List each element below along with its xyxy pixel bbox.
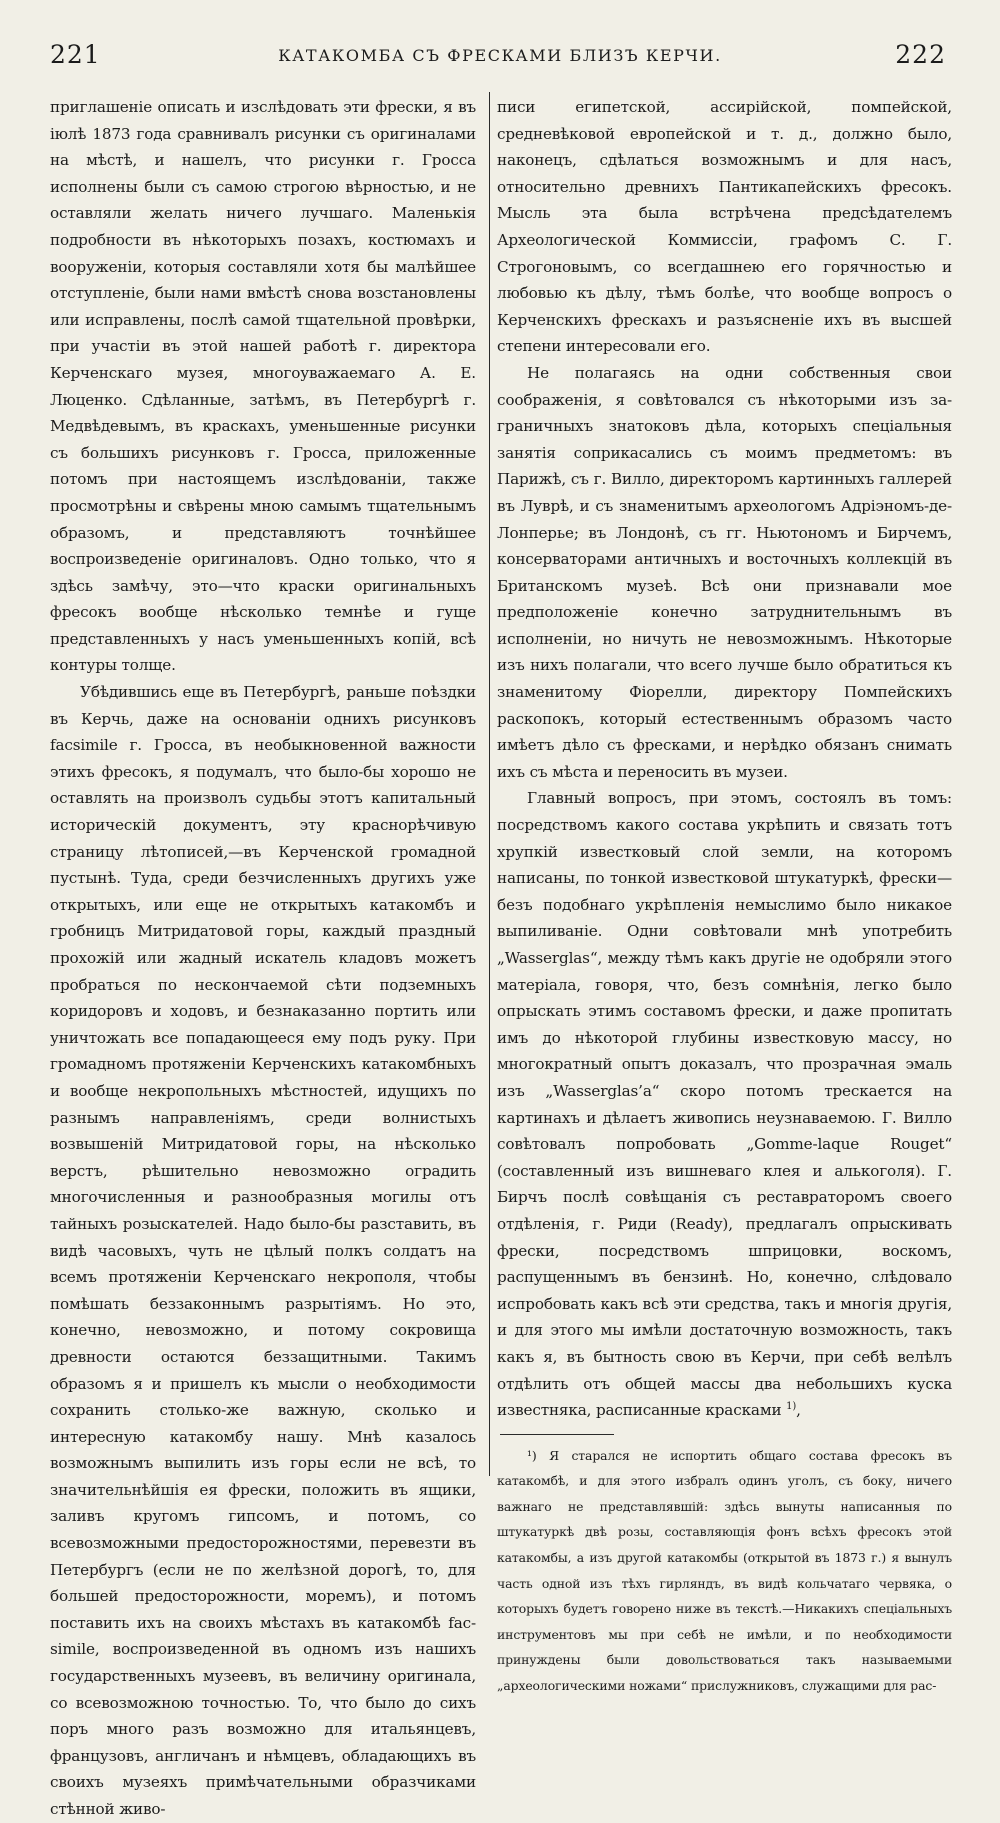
paragraph: писи египетской, ассирійской, помпейской, средневѣковой европейской и т. д., должно было, наконецъ, сдѣлаться возможнымъ и для насъ, относительно древнихъ Пантикапейскихъ фресокъ. Мысль эта была встрѣчена предсѣдателемъ Археологической Коммиссіи, графомъ С. Г. Строгоновымъ, со всегдашнею его горячностью и любовью къ дѣлу, тѣмъ болѣе, что вообще вопросъ о Керченскихъ фрескахъ и разъясненіе ихъ въ высшей степени интересовали его. (497, 98, 952, 356)
page-number-left: 221 (50, 40, 101, 69)
paragraph (497, 785, 952, 1423)
running-title: КАТАКОМБА СЪ ФРЕСКАМИ БЛИЗЪ КЕРЧИ. (278, 46, 722, 65)
footnote-marker: 1) (786, 1401, 797, 1413)
paragraph: приглашеніе описать и изслѣдовать эти фрески, я въ іюлѣ 1873 года сравнивалъ рисунки съ оригиналами на мѣстѣ, и нашелъ, что рисунки г. Гросса исполнены были съ самою строгою вѣрностью, и не оставляли желать ничего лучшаго. Маленькія подробности въ нѣкоторыхъ позахъ, костюмахъ и вооруженіи, которыя составляли хотя бы малѣйшее отступленіе, были нами вмѣстѣ снова возстановлены или исправлены, послѣ самой тщательной провѣрки, при участіи въ этой нашей работѣ г. директора Керченскаго музея, многоуважаемаго А. Е. Люценко. Сдѣланные, затѣмъ, въ Петербургѣ г. Медвѣдевымъ, въ краскахъ, уменьшенные рисунки съ большихъ рисунковъ г. Гросса, приложенные потомъ при настоящемъ изслѣдованіи, также просмотрѣны и свѣрены мною самымъ тщательнымъ образомъ, и представляютъ точнѣйшее воспроизведеніе оригиналовъ. Одно только, что я здѣсь замѣчу, это—что краски оригинальныхъ фресокъ вообще нѣсколько темнѣе и гуще представленныхъ у насъ уменьшенныхъ копій, всѣ контуры толще. (50, 98, 476, 675)
left-column (50, 94, 476, 1823)
footnote-divider (500, 1434, 614, 1435)
right-column (497, 94, 952, 1699)
paragraph-text: Главный вопросъ, при этомъ, состоялъ въ томъ: посредствомъ какого состава укрѣпить и связать тотъ хрупкій известковый слой земли, на которомъ написаны, по тонкой известковой штукатуркѣ, фрески—безъ подобнаго укрѣпленія немыслимо было никакое выпиливаніе. Одни совѣтовали мнѣ употребить „Wasserglas“, между тѣмъ какъ другіе не одобряли этого матеріала, говоря, что, безъ сомнѣнія, легко было опрыскать этимъ составомъ фрески, и даже пропитать имъ до нѣкоторой глубины известковую массу, но многократный опытъ доказалъ, что прозрачная эмаль изъ „Wasserglas’a“ скоро потомъ трескается на картинахъ и дѣлаетъ живопись неузнаваемою. Г. Вилло совѣтовалъ попробовать „Gomme-laque Rouget“ (составленный изъ вишневаго клея и алькоголя). Г. Бирчъ послѣ совѣщанія съ реставраторомъ своего отдѣленія, г. Риди (Ready), предлагалъ опрыскивать фрески, посредствомъ шприцовки, воскомъ, распущеннымъ въ бензинѣ. Но, конечно, слѣдовало испробовать какъ всѣ эти средства, такъ и многія другія, и для этого мы имѣли достаточную возможность, такъ какъ я, въ бытность свою въ Керчи, при себѣ велѣлъ отдѣлить отъ общей массы два небольшихъ куска известняка, расписанные красками (497, 789, 952, 1420)
paragraph: Не полагаясь на одни собственныя свои соображенія, я совѣтовался съ нѣкоторыми изъ за-граничныхъ знатоковъ дѣла, которыхъ спеціальныя занятія соприкасались съ моимъ предметомъ: въ Парижѣ, съ г. Вилло, директоромъ картинныхъ галлерей въ Луврѣ, и съ знаменитымъ археологомъ Адріэномъ-де-Лонперье; въ Лондонѣ, съ гг. Ньютономъ и Бирчемъ, консерваторами античныхъ и восточныхъ коллекцій въ Британскомъ музеѣ. Всѣ они признавали мое предположеніе конечно затруднительнымъ въ исполненіи, но ничуть не невозможнымъ. Нѣкоторые изъ нихъ полагали, что всего лучше было обратиться къ знаменитому Фіорелли, директору Помпейскихъ раскопокъ, который естественнымъ образомъ часто имѣетъ дѣло съ фресками, и нерѣдко обязанъ снимать ихъ съ мѣста и переносить въ музеи. (497, 363, 952, 781)
page-number-right: 222 (895, 40, 946, 69)
column-divider (489, 92, 490, 1476)
paragraph: Убѣдившись еще въ Петербургѣ, раньше поѣздки въ Керчь, даже на основаніи однихъ рисунковъ facsimile г. Гросса, въ необыкновенной важности этихъ фресокъ, я подумалъ, что было-бы хорошо не оставлять на произволъ судьбы этотъ капитальный историческій документъ, эту краснорѣчивую страницу лѣтописей,—въ Керченской громадной пустынѣ. Туда, среди безчисленныхъ другихъ уже открытыхъ, или еще не открытыхъ катакомбъ и гробницъ Митридатовой горы, каждый праздный прохожій или жадный искатель кладовъ можетъ пробраться по нескончаемой сѣти подземныхъ коридоровъ и ходовъ, и безнаказанно портить или уничтожать все попадающееся ему подъ руку. При громадномъ протяженіи Керченскихъ катакомбныхъ и вообще некропольныхъ мѣстностей, идущихъ по разнымъ направленіямъ, среди волнистыхъ возвышеній Митридатовой горы, на нѣсколько верстъ, рѣшительно невозможно оградить многочисленныя и разнообразныя могилы отъ тайныхъ розыскателей. Надо было-бы разставить, въ видѣ часовыхъ, чуть не цѣлый полкъ солдатъ на всемъ протяженіи Керченскаго некрополя, чтобы помѣшать беззаконнымъ разрытіямъ. Но это, конечно, невозможно, и потому сокровища древности остаются беззащитными. Такимъ образомъ я и пришелъ къ мысли о необходимости сохранить столько-же важную, сколько и интересную катакомбу нашу. Мнѣ казалось возможнымъ выпилить изъ горы если не всѣ, то значительнѣйшія ея фрески, положить въ ящики, заливъ кругомъ гипсомъ, и потомъ, со всевозможными предосторожностями, перевезти въ Петербургъ (если не по желѣзной дорогѣ, то, для большей предосторожности, моремъ), и потомъ поставить ихъ на своихъ мѣстахъ въ катакомбѣ fac-simile, воспроизведенной въ одномъ изъ нашихъ государственныхъ музеевъ, въ величину оригинала, со всевозможною точностью. То, что было до сихъ поръ много разъ возможно для итальянцевъ, французовъ, англичанъ и нѣмцевъ, обладающихъ въ своихъ музеяхъ примѣчательными образчиками стѣнной живо- (50, 683, 476, 1818)
paragraph-end: , (796, 1401, 801, 1420)
footnote: ¹) Я старался не испортить общаго состава фресокъ въ катакомбѣ, и для этого избралъ одинъ уголъ, съ боку, ничего важнаго не представлявшій: здѣсь вынуты написанныя по штукатуркѣ двѣ розы, составляющія фонъ всѣхъ фресокъ этой катакомбы, а изъ другой катакомбы (открытой въ 1873 г.) я вынулъ часть одной изъ тѣхъ гирляндъ, въ видѣ кольчатаго червяка, о которыхъ будетъ говорено ниже въ текстѣ.—Никакихъ спеціальныхъ инструментовъ мы при себѣ не имѣли, и по необходимости принуждены были довольствоваться такъ называемыми „археологическими ножами“ прислужниковъ, служащими для рас- (497, 1447, 952, 1694)
